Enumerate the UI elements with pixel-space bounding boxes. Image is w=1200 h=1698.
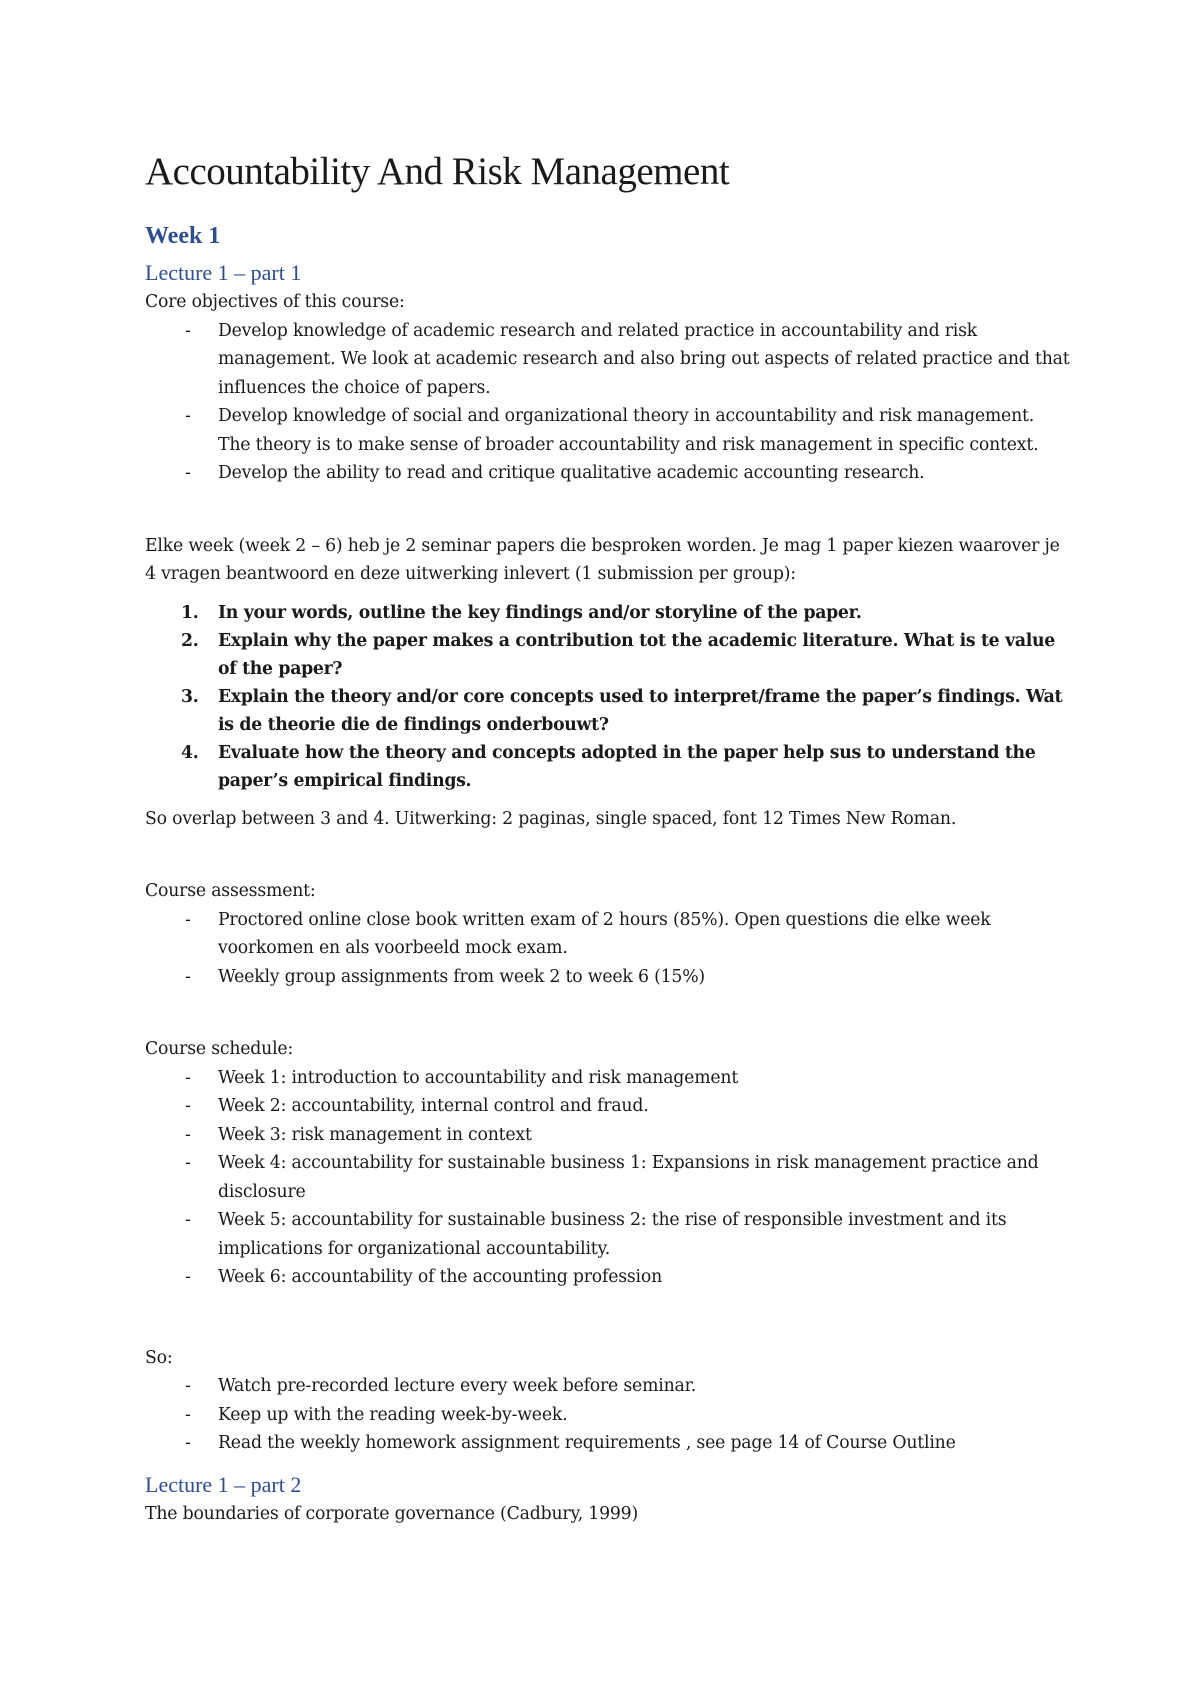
list-item: - Develop knowledge of social and organizational theory in accountability and risk management. The theory is to make sense of broader accountability and risk management in specific context.	[145, 402, 1070, 459]
question-number: 2.	[181, 630, 199, 651]
question-number: 4.	[181, 742, 199, 763]
list-item: - Watch pre-recorded lecture every week before seminar.	[145, 1372, 1070, 1401]
question-text: Explain the theory and/or core concepts used to interpret/frame the paper’s findings. Wat is de theorie die de findings onderbouwt?	[218, 686, 1063, 735]
list-item: - Week 3: risk management in context	[145, 1121, 1070, 1150]
question-text: In your words, outline the key findings and/or storyline of the paper.	[218, 602, 862, 623]
question-number: 3.	[181, 686, 199, 707]
question-text: Evaluate how the theory and concepts adopted in the paper help sus to understand the paper’s empirical findings.	[218, 742, 1036, 791]
seminar-paragraph: Elke week (week 2 – 6) heb je 2 seminar papers die besproken worden. Je mag 1 paper kiezen waarover je 4 vragen beantwoord en deze uitwerking inlevert (1 submission per group):	[145, 535, 1060, 584]
schedule-list	[145, 1064, 1070, 1292]
question-number: 1.	[181, 602, 199, 623]
questions-list	[145, 599, 1070, 795]
list-item: - Week 2: accountability, internal control and fraud.	[145, 1092, 1070, 1121]
list-item: - Read the weekly homework assignment requirements , see page 14 of Course Outline	[145, 1429, 1070, 1458]
document-title: Accountability And Risk Management	[145, 150, 730, 193]
question-item	[145, 683, 1070, 739]
lecture-1-part-2-heading: Lecture 1 – part 2	[145, 1471, 302, 1497]
list-item: - Week 1: introduction to accountability and risk management	[145, 1064, 1070, 1093]
list-item: - Develop the ability to read and critique qualitative academic accounting research.	[145, 459, 1070, 488]
assessment-intro: Course assessment:	[145, 881, 316, 901]
lecture-1-part-2-text: The boundaries of corporate governance (Cadbury, 1999)	[145, 1503, 639, 1524]
lecture-1-part-1-heading: Lecture 1 – part 1	[145, 260, 302, 285]
so-list	[145, 1372, 1070, 1458]
list-item: - Week 6: accountability of the accounting profession	[145, 1263, 1070, 1292]
list-item: - Week 4: accountability for sustainable business 1: Expansions in risk management practice and disclosure	[145, 1149, 1070, 1206]
question-text: Explain why the paper makes a contribution tot the academic literature. What is te value of the paper?	[218, 630, 1055, 679]
list-item: - Keep up with the reading week-by-week.	[145, 1401, 1070, 1430]
overlap-note: So overlap between 3 and 4. Uitwerking: 2 paginas, single spaced, font 12 Times New Roman.	[145, 808, 957, 829]
assessment-list	[145, 906, 1070, 992]
list-item: - Week 5: accountability for sustainable business 2: the rise of responsible investment and its implications for organizational accountability.	[145, 1206, 1070, 1263]
question-item	[145, 627, 1070, 683]
week-heading: Week 1	[145, 223, 221, 249]
objectives-intro: Core objectives of this course:	[145, 292, 405, 312]
list-item: - Develop knowledge of academic research and related practice in accountability and risk management. We look at academic research and also bring out aspects of related practice and that influences the choice of papers.	[145, 317, 1070, 403]
schedule-intro: Course schedule:	[145, 1039, 294, 1059]
list-item: - Weekly group assignments from week 2 to week 6 (15%)	[145, 963, 1070, 992]
question-item	[145, 739, 1070, 795]
question-item	[145, 599, 1070, 627]
list-item: - Proctored online close book written exam of 2 hours (85%). Open questions die elke week voorkomen en als voorbeeld mock exam.	[145, 906, 1070, 963]
objectives-list	[145, 317, 1070, 488]
so-intro: So:	[145, 1347, 173, 1368]
